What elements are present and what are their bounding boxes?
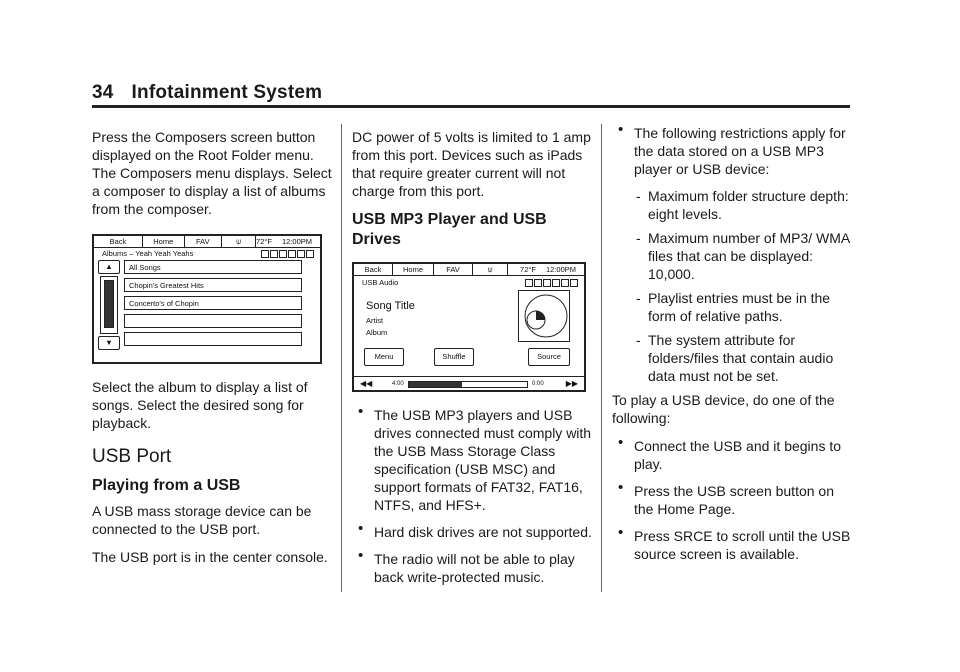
album-art-icon	[518, 290, 570, 342]
list-item: Concerto's of Chopin	[124, 296, 302, 310]
section-heading-usb-port: USB Port	[92, 446, 172, 467]
album-label: Album	[366, 328, 388, 337]
transport-bar	[354, 376, 584, 391]
albums-heading: Albums – Yeah Yeah Yeahs	[102, 249, 194, 258]
status-icons	[524, 278, 578, 287]
column-1	[92, 128, 332, 576]
source-button: Source	[528, 348, 570, 366]
clock: 12:00PM	[545, 265, 576, 274]
dash-item: - Playlist entries must be in the form of relative paths.	[636, 290, 831, 324]
album-paragraph: Select the album to display a list of songs. Select the desired song for playback.	[92, 379, 308, 431]
dc-power-paragraph: DC power of 5 volts is limited to 1 amp from this port. Devices such as iPads that require greater current will not charge from this port.	[352, 129, 591, 199]
play-usb-paragraph: To play a USB device, do one of the following:	[612, 392, 835, 426]
dash-item: - The system attribute for folders/files that contain audio data must not be set.	[636, 332, 834, 384]
list-item: • The USB MP3 players and USB drives connected must comply with the USB Mass Storage Class specification (USB MSC) and support formats of FAT32, FAT16, NTFS, and HFS+.	[352, 406, 592, 514]
elapsed-time: 4:00	[392, 381, 404, 387]
scrollbar-track	[100, 276, 118, 334]
signal-icon: ⍦	[222, 236, 256, 247]
list-item: Chopin's Greatest Hits	[124, 278, 302, 292]
column-divider	[601, 124, 602, 592]
dash-item: - Maximum folder structure depth: eight levels.	[636, 188, 849, 222]
dash-item-text: Maximum number of MP3/ WMA files that can be displayed: 10,000.	[648, 230, 850, 282]
list-item: • Hard disk drives are not supported.	[352, 523, 592, 541]
usb-paragraph-2: The USB port is in the center console.	[92, 549, 328, 565]
screen-top-bar	[94, 236, 320, 248]
composers-paragraph: Press the Composers screen button displayed on the Root Folder menu. The Composers menu displays. Select a composer to display a list of albums from the composer.	[92, 129, 332, 217]
scrollbar-thumb	[104, 280, 114, 328]
progress-fill	[409, 382, 462, 387]
signal-icon: ⍦	[473, 264, 508, 275]
status-icons	[260, 249, 314, 258]
list-item: • Press SRCE to scroll until the USB source screen is available.	[612, 527, 857, 563]
list-item: • The following restrictions apply for the data stored on a USB MP3 player or USB device:	[612, 124, 857, 178]
dash-item: - Maximum number of MP3/ WMA files that can be displayed: 10,000.	[636, 230, 850, 282]
artist-label: Artist	[366, 316, 384, 325]
source-label: USB Audio	[362, 278, 399, 287]
temperature: 72°F	[256, 237, 272, 246]
list-item-empty	[124, 332, 302, 346]
list-item: All Songs	[124, 260, 302, 274]
column-2	[352, 128, 592, 595]
column-3	[612, 124, 857, 572]
dash-item-text: Maximum folder structure depth: eight levels.	[648, 188, 849, 222]
usb-paragraph-1: A USB mass storage device can be connected to the USB port.	[92, 503, 312, 537]
list-item: • The radio will not be able to play back write-protected music.	[352, 550, 592, 586]
rewind-icon: ◀◀	[360, 379, 373, 388]
shuffle-button: Shuffle	[434, 348, 474, 366]
menu-button: Menu	[364, 348, 404, 366]
page-header	[92, 82, 322, 104]
subsection-heading-mp3: USB MP3 Player and USB Drives	[352, 211, 547, 248]
fav-button: FAV	[185, 236, 223, 247]
total-time: 0:00	[532, 381, 544, 387]
fav-button: FAV	[434, 264, 473, 275]
dash-item-text: The system attribute for folders/files that contain audio data must not be set.	[648, 332, 834, 384]
screen-top-bar	[354, 264, 584, 276]
list-item-empty	[124, 314, 302, 328]
dash-item-text: Playlist entries must be in the form of relative paths.	[648, 290, 831, 324]
fast-forward-icon: ▶▶	[565, 379, 578, 388]
back-button: Back	[354, 264, 393, 275]
scroll-up-icon: ▲	[98, 260, 120, 274]
page-number: 34	[92, 82, 114, 103]
back-button: Back	[94, 236, 143, 247]
home-button: Home	[143, 236, 184, 247]
list-item: • Press the USB screen button on the Home Page.	[612, 482, 857, 518]
usb-audio-screen-figure	[352, 262, 586, 392]
home-button: Home	[393, 264, 434, 275]
list-item: • Connect the USB and it begins to play.	[612, 437, 857, 473]
subsection-heading-playing: Playing from a USB	[92, 477, 241, 494]
page-title: Infotainment System	[131, 82, 323, 103]
albums-screen-figure	[92, 234, 322, 364]
clock: 12:00PM	[281, 237, 312, 246]
temperature: 72°F	[520, 265, 536, 274]
column-divider	[341, 124, 342, 592]
progress-track	[408, 381, 528, 388]
header-rule	[92, 105, 850, 108]
song-title: Song Title	[366, 300, 415, 312]
scroll-down-icon: ▼	[98, 336, 120, 350]
